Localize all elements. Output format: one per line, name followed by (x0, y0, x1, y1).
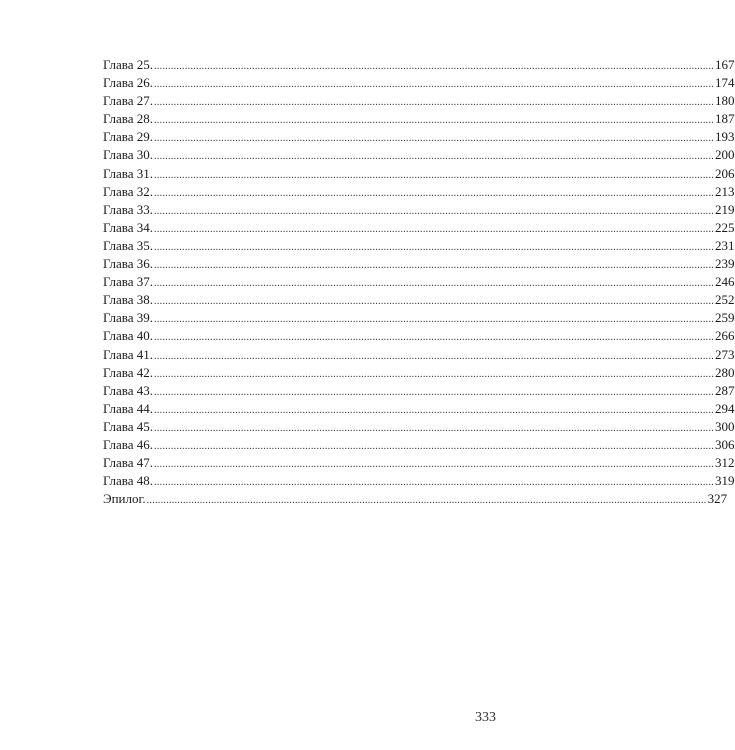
toc-entry-page: 225 (715, 219, 735, 235)
toc-entry (103, 146, 735, 164)
toc-entry (103, 128, 735, 146)
toc-entry-page: 287 (715, 382, 735, 398)
toc-leader-dots: ........................................................................................................................................................................................................ (154, 314, 715, 326)
toc-leader-dots: ........................................................................................................................................................................................................ (154, 440, 715, 452)
toc-entry-page: 306 (715, 436, 735, 452)
toc-entry-page: 187 (715, 111, 735, 127)
toc-leader-dots: ........................................................................................................................................................................................................ (154, 151, 715, 163)
toc-entry-title: Глава 44. (103, 400, 154, 416)
toc-leader-dots: ........................................................................................................................................................................................................ (154, 386, 715, 398)
toc-entry-page: 300 (715, 418, 735, 434)
toc-entry-title: Глава 26. (103, 75, 154, 91)
toc-leader-dots: ........................................................................................................................................................................................................ (154, 404, 715, 416)
toc-entry (103, 255, 735, 273)
toc-entry-page: 231 (715, 237, 735, 253)
toc-entry-title: Глава 41. (103, 346, 154, 362)
toc-entry-title: Глава 33. (103, 201, 154, 217)
toc-leader-dots: ........................................................................................................................................................................................................ (154, 61, 715, 72)
toc-entry (103, 237, 735, 255)
toc-entry-title: Глава 28. (103, 111, 154, 127)
toc-entry-title: Глава 37. (103, 274, 154, 290)
toc-leader-dots: ........................................................................................................................................................................................................ (154, 169, 715, 181)
toc-entry-title: Глава 48. (103, 473, 154, 489)
toc-entry-title: Глава 25. (103, 57, 154, 72)
toc-entry-page: 180 (715, 93, 735, 109)
toc-entry-title: Глава 42. (103, 364, 154, 380)
toc-entry-title: Глава 45. (103, 418, 154, 434)
toc-leader-dots: ........................................................................................................................................................................................................ (154, 278, 715, 290)
toc-leader-dots: ........................................................................................................................................................................................................ (154, 97, 715, 109)
toc-entry-page: 246 (715, 274, 735, 290)
toc-leader-dots: ........................................................................................................................................................................................................ (154, 223, 715, 235)
toc-entry-page: 319 (715, 473, 735, 489)
toc-entry-page: 312 (715, 455, 735, 471)
toc-entry-page: 294 (715, 400, 735, 416)
toc-entry-title: Глава 36. (103, 256, 154, 272)
toc-entry (103, 490, 728, 508)
toc-entry-page: 213 (715, 183, 735, 199)
toc-entry (103, 74, 735, 92)
toc-entry-title: Глава 46. (103, 436, 154, 452)
toc-entry-title: Глава 35. (103, 237, 154, 253)
toc-entry (103, 454, 735, 472)
toc-entry (103, 165, 735, 183)
toc-entry (103, 183, 735, 201)
toc-leader-dots: ........................................................................................................................................................................................................ (154, 115, 715, 127)
toc-leader-dots: ........................................................................................................................................................................................................ (154, 241, 715, 253)
toc-entry (103, 309, 735, 327)
toc-entry-title: Глава 31. (103, 165, 154, 181)
toc-entry-page: 193 (715, 129, 735, 145)
toc-entry (103, 273, 735, 291)
toc-entry-title: Глава 39. (103, 310, 154, 326)
toc-leader-dots: ........................................................................................................................................................................................................ (154, 133, 715, 145)
toc-entry-page: 167 (715, 57, 735, 72)
toc-entry (103, 346, 735, 364)
toc-leader-dots: ........................................................................................................................................................................................................ (154, 205, 715, 217)
toc-entry-page: 200 (715, 147, 735, 163)
toc-entry (103, 291, 735, 309)
toc-entry-title: Глава 38. (103, 292, 154, 308)
toc-entry-page: 219 (715, 201, 735, 217)
toc-entry-title: Глава 27. (103, 93, 154, 109)
toc-entry (103, 92, 735, 110)
toc-entry (103, 364, 735, 382)
toc-entry-title: Глава 34. (103, 219, 154, 235)
toc-entry-page: 206 (715, 165, 735, 181)
toc-entry (103, 418, 735, 436)
toc-entry (103, 327, 735, 345)
toc-entry-title: Глава 32. (103, 183, 154, 199)
toc-entry-title: Глава 40. (103, 328, 154, 344)
toc-entry (103, 201, 735, 219)
toc-leader-dots: ........................................................................................................................................................................................................ (154, 79, 715, 91)
toc-entry-title: Глава 47. (103, 455, 154, 471)
toc-leader-dots: ........................................................................................................................................................................................................ (154, 296, 715, 308)
toc-entry (103, 436, 735, 454)
toc-leader-dots: ........................................................................................................................................................................................................ (154, 477, 715, 489)
toc-entry-page: 280 (715, 364, 735, 380)
toc-leader-dots: ........................................................................................................................................................................................................ (154, 422, 715, 434)
toc-leader-dots: ........................................................................................................................................................................................................ (146, 495, 707, 507)
toc-entry-title: Эпилог. (103, 491, 146, 507)
toc-entry-title: Глава 30. (103, 147, 154, 163)
toc-entry (103, 110, 735, 128)
toc-entry-page: 252 (715, 292, 735, 308)
toc-leader-dots: ........................................................................................................................................................................................................ (154, 350, 715, 362)
toc-leader-dots: ........................................................................................................................................................................................................ (154, 260, 715, 272)
toc-leader-dots: ........................................................................................................................................................................................................ (154, 459, 715, 471)
toc-entry (103, 472, 735, 490)
table-of-contents (103, 56, 735, 508)
toc-entry-page: 239 (715, 256, 735, 272)
toc-entry-title: Глава 29. (103, 129, 154, 145)
toc-entry-page: 273 (715, 346, 735, 362)
toc-entry (103, 56, 735, 74)
toc-entry-page: 259 (715, 310, 735, 326)
toc-leader-dots: ........................................................................................................................................................................................................ (154, 187, 715, 199)
toc-entry-title: Глава 43. (103, 382, 154, 398)
toc-entry (103, 382, 735, 400)
toc-entry-page: 174 (715, 75, 735, 91)
toc-entry (103, 400, 735, 418)
toc-entry-page: 327 (707, 491, 728, 507)
toc-entry-page: 266 (715, 328, 735, 344)
toc-entry (103, 219, 735, 237)
toc-leader-dots: ........................................................................................................................................................................................................ (154, 368, 715, 380)
page-number: 333 (475, 710, 496, 725)
toc-leader-dots: ........................................................................................................................................................................................................ (154, 332, 715, 344)
